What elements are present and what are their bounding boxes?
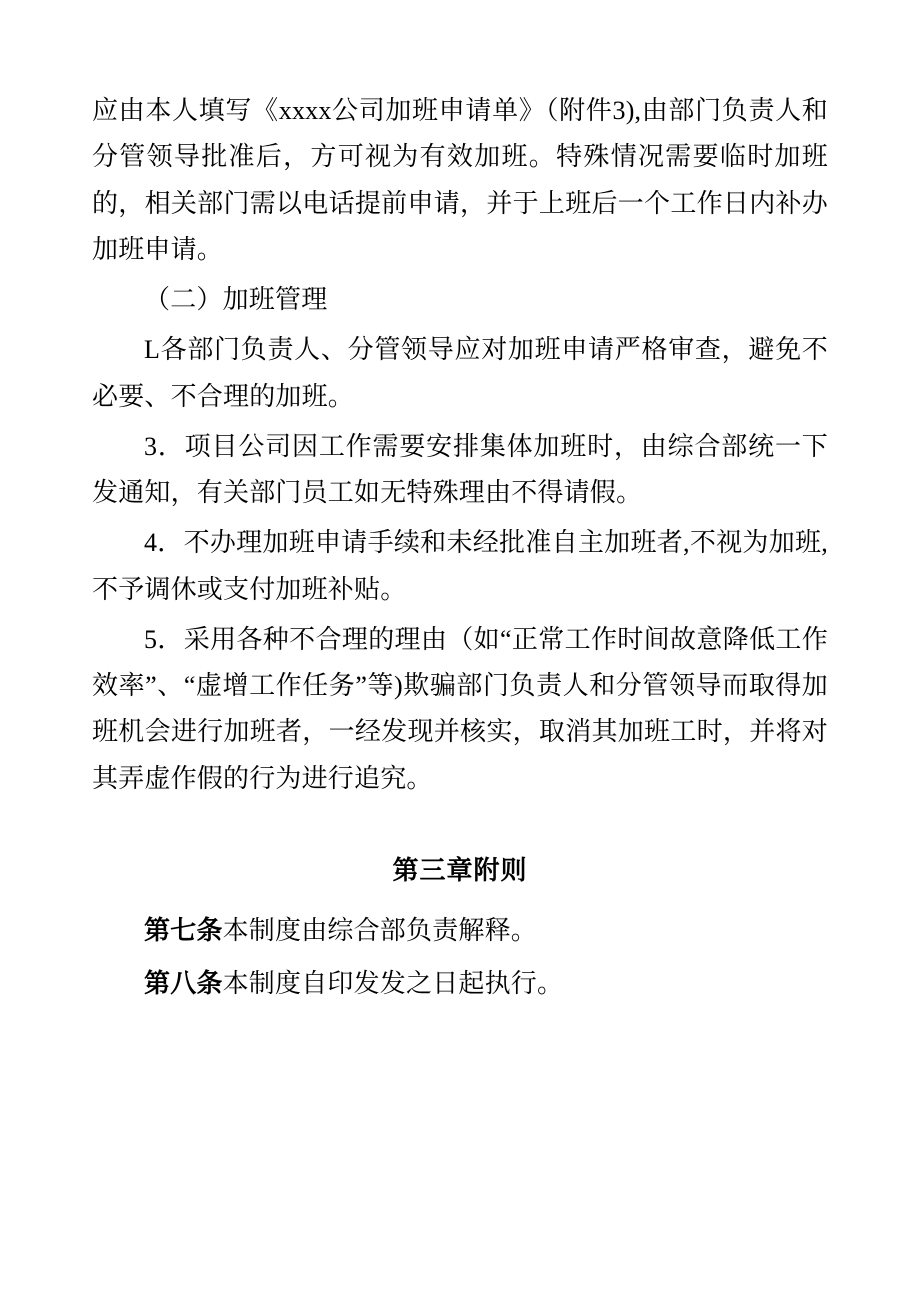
paragraph-section-two-heading: （二）加班管理 — [144, 285, 328, 315]
chapter-title: 第三章附则 — [392, 855, 528, 885]
clause-seven-text: 本制度由综合部负责解释。 — [222, 916, 538, 946]
clause-eight-text: 本制度自印发发之日起执行。 — [222, 968, 564, 998]
paragraph-item-3: 3．项目公司因工作需要安排集体加班时，由综合部统一下发通知，有关部门员工如无特殊理由不得请假。 — [92, 431, 828, 508]
clause-eight-number: 第八条 — [144, 968, 223, 998]
paragraph-item-5: 5．采用各种不合理的理由（如“正常工作时间故意降低工作效率”、“虚增工作任务”等)欺骗部门负责人和分管领导而取得加班机会进行加班者，一经发现并核实，取消其加班工时，并将对其弄虚作假的行为进行追究。 — [92, 624, 828, 793]
document-body — [92, 88, 828, 1007]
paragraph-item-1: L各部门负责人、分管领导应对加班申请严格审查，避免不必要、不合理的加班。 — [92, 335, 828, 411]
paragraph-overtime-application-continued: 应由本人填写《xxxx公司加班申请单》（附件3),由部门负责人和分管领导批准后，方可视为有效加班。特殊情况需要临时加班的，相关部门需以电话提前申请，并于上班后一个工作日内补办加班申请。 — [92, 96, 828, 264]
paragraph-item-4: 4．不办理加班申请手续和未经批准自主加班者,不视为加班,不予调休或支付加班补贴。 — [92, 528, 828, 604]
clause-eight — [92, 961, 828, 1007]
clause-seven-number: 第七条 — [144, 916, 223, 946]
clause-seven — [92, 908, 828, 954]
